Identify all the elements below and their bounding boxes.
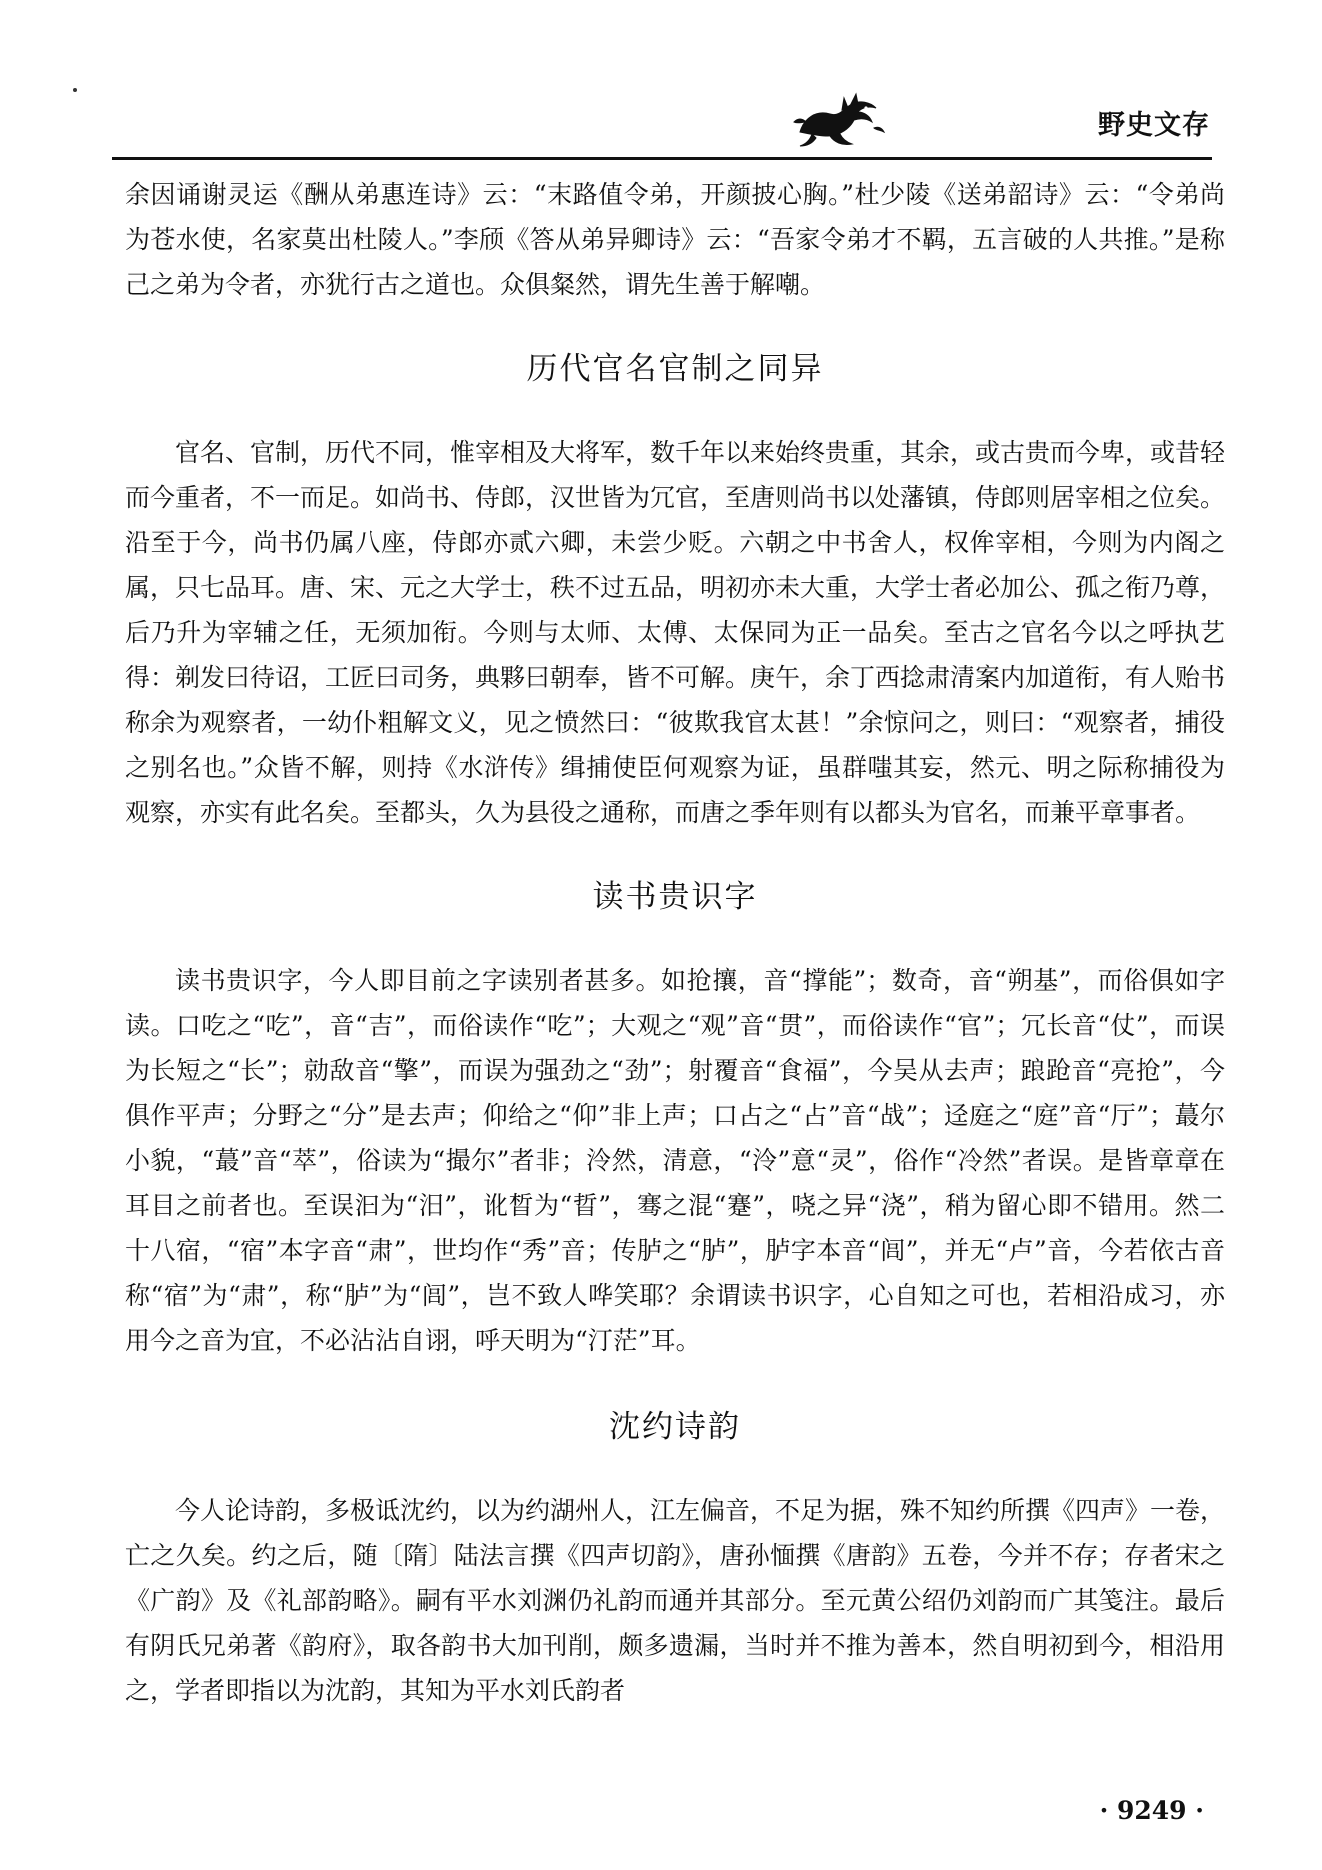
page-number: · 9249 · bbox=[1099, 1796, 1204, 1825]
section-paragraph: 今人论诗韵，多极诋沈约，以为约湖州人，江左偏音，不足为据，殊不知约所撰《四声》一卷，亡之久矣。约之后，随〔隋〕陆法言撰《四声切韵》，唐孙愐撰《唐韵》五卷，今并不存；存者宋之《广韵》及《礼部韵略》。嗣有平水刘渊仍礼韵而通并其部分。至元黄公绍仍刘韵而广其笺注。最后有阴氏兄弟著《韵府》，取各韵书大加刊削，颇多遗漏，当时并不推为善本，然自明初到今，相沿用之，学者即指以为沈韵，其知为平水刘氏韵者 bbox=[125, 1496, 1226, 1705]
series-title: 野史文存 bbox=[1098, 110, 1210, 141]
section-title: 历代官名官制之同异 bbox=[526, 351, 824, 387]
scan-speck bbox=[73, 88, 77, 92]
section-title: 沈约诗韵 bbox=[609, 1409, 741, 1445]
dragon-emblem-icon bbox=[790, 88, 886, 152]
section-paragraph: 读书贵识字，今人即目前之字读别者甚多。如抢攘，音“撑能”；数奇，音“朔基”，而俗俱如字读。口吃之“吃”，音“吉”，而俗读作“吃”；大观之“观”音“贯”，而俗读作“官”；冗长音“仗”，而误为长短之“长”；勍敌音“擎”，而误为强劲之“劲”；射覆音“食福”，今吴从去声；踉跄音“亮抢”，今俱作平声；分野之“分”是去声；仰给之“仰”非上声；口占之“占”音“战”；迳庭之“庭”音“厅”；蕞尔小貌，“蕞”音“萃”，俗读为“撮尔”者非；泠然，清意，“泠”意“灵”，俗作“冷然”者误。是皆章章在耳目之前者也。至误汩为“汨”，讹晳为“晢”，骞之混“蹇”，哓之异“浇”，稍为留心即不错用。然二十八宿，“宿”本字音“肃”，世均作“秀”音；传胪之“胪”，胪字本音“闾”，并无“卢”音，今若依古音称“宿”为“肃”，称“胪”为“闾”，岂不致人哗笑耶？余谓读书识字，心自知之可也，若相沿成习，亦用今之音为宜，不必沾沾自诩，呼天明为“汀茫”耳。 bbox=[125, 966, 1225, 1355]
header-rule bbox=[112, 157, 1212, 160]
continued-paragraph: 余因诵谢灵运《酬从弟惠连诗》云：“末路值令弟，开颜披心胸。”杜少陵《送弟韶诗》云：“令弟尚为苍水使，名家莫出杜陵人。”李颀《答从弟异卿诗》云：“吾家令弟才不羁，五言破的人共推。”是称己之弟为令者，亦犹行古之道也。众俱粲然，谓先生善于解嘲。 bbox=[125, 180, 1225, 299]
page-body bbox=[125, 172, 1225, 1713]
section-title: 读书贵识字 bbox=[592, 879, 758, 915]
section-paragraph: 官名、官制，历代不同，惟宰相及大将军，数千年以来始终贵重，其余，或古贵而今卑，或昔轻而今重者，不一而足。如尚书、侍郎，汉世皆为冗官，至唐则尚书以处藩镇，侍郎则居宰相之位矣。沿至于今，尚书仍属八座，侍郎亦贰六卿，未尝少贬。六朝之中书舍人，权侔宰相，今则为内阁之属，只七品耳。唐、宋、元之大学士，秩不过五品，明初亦未大重，大学士者必加公、孤之衔乃尊，后乃升为宰辅之任，无须加衔。今则与太师、太傅、太保同为正一品矣。至古之官名今以之呼执艺得：剃发曰待诏，工匠曰司务，典夥曰朝奉，皆不可解。庚午，余丁西捻肃清案内加道衔，有人贻书称余为观察者，一幼仆粗解文义，见之愤然曰：“彼欺我官太甚！”余惊问之，则曰：“观察者，捕役之别名也。”众皆不解，则持《水浒传》缉捕使臣何观察为证，虽群嗤其妄，然元、明之际称捕役为观察，亦实有此名矣。至都头，久为县役之通称，而唐之季年则有以都头为官名，而兼平章事者。 bbox=[125, 438, 1226, 827]
